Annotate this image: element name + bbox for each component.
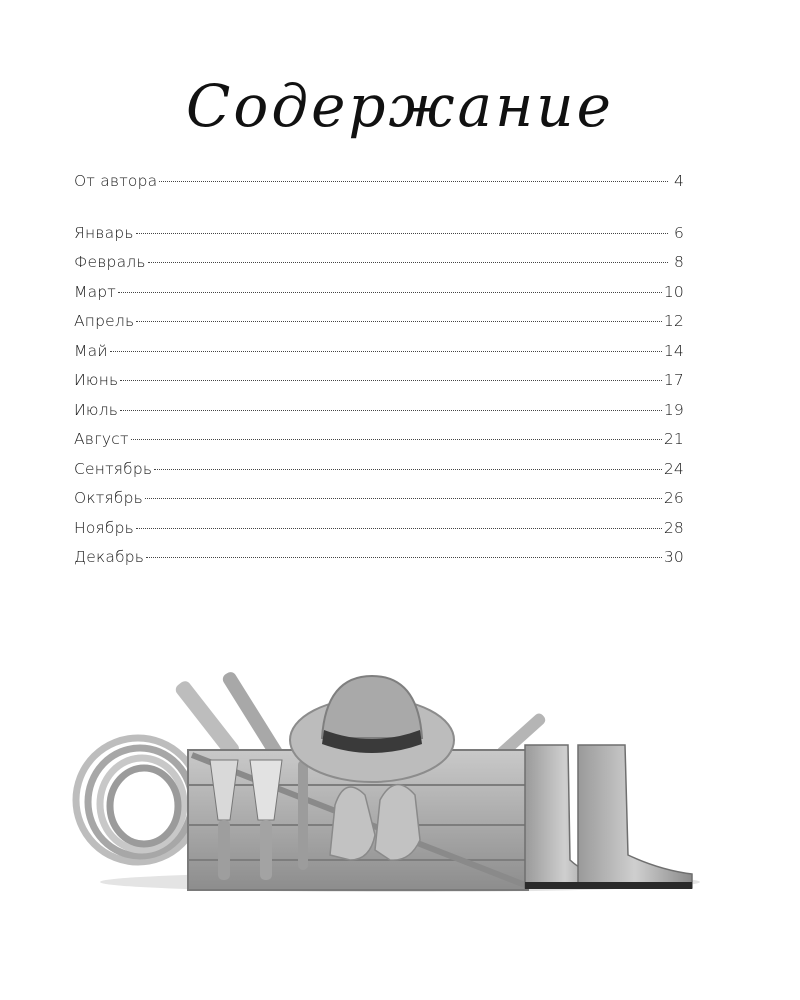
toc-entry-page: 30 — [663, 548, 684, 566]
dot-leader — [148, 262, 668, 263]
dot-leader — [145, 498, 662, 499]
dot-leader — [159, 181, 668, 182]
toc-entry[interactable] — [74, 460, 684, 490]
garden-tools-illustration — [60, 660, 720, 910]
toc-entry[interactable] — [74, 519, 684, 549]
toc-entry[interactable] — [74, 401, 684, 431]
toc-entry[interactable] — [74, 489, 684, 519]
dot-leader — [136, 233, 668, 234]
dot-leader — [110, 351, 662, 352]
garden-hose — [76, 738, 200, 862]
toc-entry-page: 10 — [663, 282, 684, 301]
dot-leader — [120, 380, 662, 381]
dot-leader — [120, 410, 662, 411]
toc-entry-page: 24 — [663, 459, 684, 478]
toc-entry-page: 8 — [673, 253, 684, 271]
toc-entry[interactable] — [74, 430, 684, 460]
toc-entry-page: 28 — [663, 518, 684, 537]
toc-entry-label: Март — [74, 282, 117, 301]
toc-entry-label: Декабрь — [74, 548, 145, 566]
dot-leader — [131, 439, 662, 440]
toc-entry[interactable] — [74, 253, 684, 283]
toc-entry[interactable] — [74, 224, 684, 254]
dot-leader — [146, 557, 662, 558]
rubber-boots — [525, 745, 692, 889]
toc-entry-label: От автора — [74, 172, 158, 190]
toc-entry-page: 4 — [673, 172, 684, 190]
toc-entry-label: Февраль — [74, 253, 146, 271]
toc-entry-label: Январь — [74, 223, 134, 242]
toc-entry-label: Сентябрь — [74, 459, 153, 478]
toc-entry-label: Ноябрь — [74, 518, 134, 537]
toc-entry-label: Апрель — [74, 312, 135, 330]
page-title: Содержание — [186, 72, 614, 140]
toc-entry-page: 14 — [663, 341, 684, 360]
toc-entry-page: 26 — [663, 489, 684, 507]
toc-entry-label: Август — [74, 430, 129, 448]
toc-entry[interactable] — [74, 548, 684, 578]
toc-entry[interactable] — [74, 283, 684, 313]
dot-leader — [136, 321, 662, 322]
dot-leader — [136, 528, 662, 529]
straw-hat — [290, 676, 454, 782]
toc-entry-label: Июль — [74, 400, 119, 419]
toc-entry[interactable] — [74, 172, 684, 202]
toc-entry-label: Июнь — [74, 371, 119, 389]
dot-leader — [118, 292, 662, 293]
dot-leader — [154, 469, 662, 470]
toc-entry[interactable] — [74, 371, 684, 401]
toc-entry[interactable] — [74, 312, 684, 342]
toc-entry-page: 21 — [663, 430, 684, 448]
toc-entry-page: 6 — [673, 223, 684, 242]
toc-entry-page: 17 — [663, 371, 684, 389]
table-of-contents — [74, 172, 684, 578]
toc-entry[interactable] — [74, 342, 684, 372]
toc-entry-label: Октябрь — [74, 489, 143, 507]
toc-entry-label: Май — [74, 341, 108, 360]
toc-entry-page: 12 — [663, 312, 684, 330]
toc-entry-page: 19 — [663, 400, 684, 419]
